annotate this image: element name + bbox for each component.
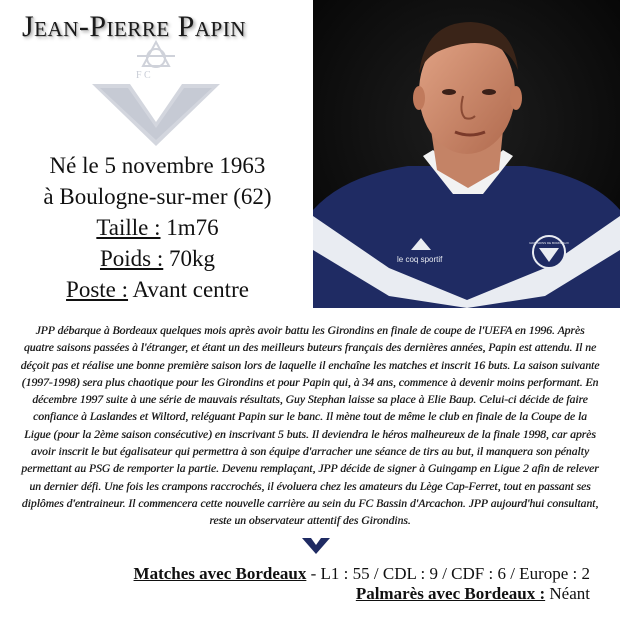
crest-initials: F C [136,70,151,81]
matches-label: Matches avec Bordeaux [133,564,307,583]
matches-value: - L1 : 55 / CDL : 9 / CDF : 6 / Europe : 2 [306,564,590,583]
player-photo [313,0,620,308]
position-label: Poste : [66,277,129,302]
player-name-title: Jean-Pierre Papin [22,10,246,43]
position-row [20,274,295,305]
weight-value: 70kg [169,246,216,271]
bordeaux-stats [134,564,590,604]
weight-label: Poids : [99,246,164,271]
weight-row [20,243,295,274]
chevron-down-icon [302,538,330,554]
height-value: 1m76 [166,215,219,240]
girondins-crest-logo [90,38,222,148]
birth-date: Né le 5 novembre 1963 [49,153,266,178]
height-label: Taille : [96,215,161,240]
birth-place: à Boulogne-sur-mer (62) [43,184,272,209]
height-row [20,212,295,243]
position-value: Avant centre [132,277,249,302]
svg-text:le coq sportif: le coq sportif [397,255,443,264]
player-identity [20,150,295,305]
matches-row [134,564,590,584]
palmares-value: Néant [545,584,590,603]
biography-text: JPP débarque à Bordeaux quelques mois après avoir battu les Girondins en finale de coupe de l'UEFA en 1996. Après quatre saisons passées à l'étranger, et étant un des meilleurs buteurs français des dernières années, Papin est attendu. Il ne déçoit pas et réalise une bonne première saison lors de laquelle il enchaîne les matches et inscrit 16 buts. La saison suivante (1997-1998) sera plus chaotique pour les Girondins et pour Papin qui, à 34 ans, commence à devenir moins performant. En décembre 1997 suite à une série de mauvais résultats, Guy Stephan laisse sa place à Elie Baup. Celui-ci décide de faire confiance à Laslandes et Wiltord, reléguant Papin sur le banc. Il mène tout de même le club en finale de la Coupe de la Ligue (pour la 2ème saison consécutive) en inscrivant 5 buts. Il deviendra le héros malheureux de la finale 1998, car après avoir inscrit le but égalisateur qui permettra à son équipe d'arracher une séance de tirs au but, il manquera son pénalty permettant au PSG de remporter la partie. Devenu remplaçant, JPP décide de signer à Guingamp en Ligue 2 afin de relever un dernier défi. Une fois les crampons raccrochés, il évoluera chez les amateurs du Lège Cap-Ferret, tout en passant ses diplômes d'entraineur. Il commencera cette nouvelle carrière au sein du FC Bassin d'Arcachon. JPP aujourd'hui consultant, reste un observateur attentif des Girondins. [20,324,600,528]
palmares-row [134,584,590,604]
palmares-label: Palmarès avec Bordeaux : [355,584,546,603]
svg-text:GIRONDINS DE BORDEAUX: GIRONDINS DE BORDEAUX [529,241,569,245]
